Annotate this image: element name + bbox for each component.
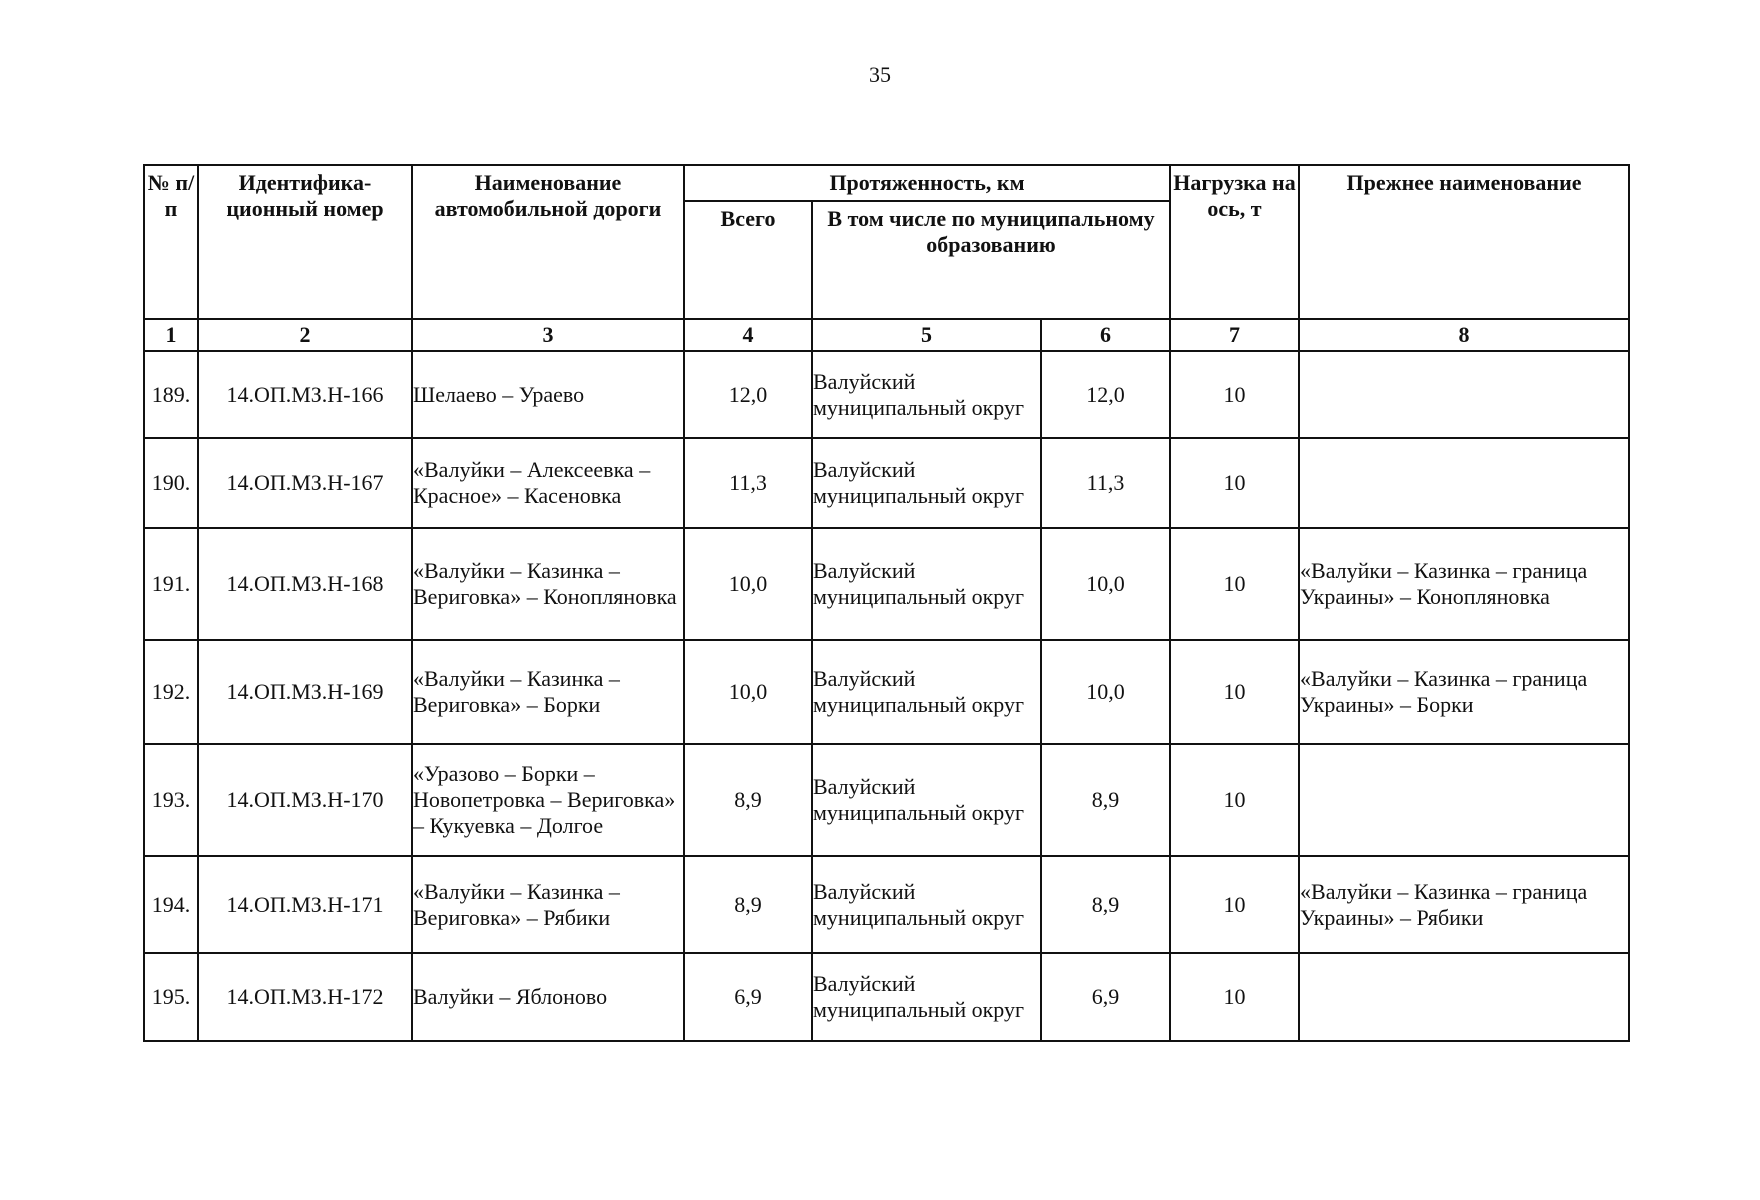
header-municipal: В том числе по муниципальному образованию <box>812 201 1170 319</box>
row-number: 190. <box>144 438 198 528</box>
previous-name: «Валуйки – Казинка – граница Украины» – Борки <box>1299 640 1629 744</box>
length-total: 8,9 <box>684 856 812 953</box>
column-number: 4 <box>684 319 812 351</box>
row-number: 193. <box>144 744 198 856</box>
previous-name <box>1299 744 1629 856</box>
road-id: 14.ОП.МЗ.Н-166 <box>198 351 412 438</box>
previous-name: «Валуйки – Казинка – граница Украины» – Конопляновка <box>1299 528 1629 640</box>
header-previous: Прежнее наименование <box>1299 165 1629 319</box>
municipality: Валуйский муниципальный округ <box>812 744 1041 856</box>
municipality: Валуйский муниципальный округ <box>812 351 1041 438</box>
length-total: 6,9 <box>684 953 812 1041</box>
municipal-length: 10,0 <box>1041 640 1170 744</box>
municipality: Валуйский муниципальный округ <box>812 953 1041 1041</box>
axle-load: 10 <box>1170 953 1299 1041</box>
column-number: 1 <box>144 319 198 351</box>
previous-name <box>1299 438 1629 528</box>
municipality: Валуйский муниципальный округ <box>812 438 1041 528</box>
column-number: 7 <box>1170 319 1299 351</box>
axle-load: 10 <box>1170 438 1299 528</box>
table-row <box>144 640 1629 744</box>
road-id: 14.ОП.МЗ.Н-169 <box>198 640 412 744</box>
table-row <box>144 528 1629 640</box>
column-number: 2 <box>198 319 412 351</box>
municipality: Валуйский муниципальный округ <box>812 640 1041 744</box>
header-total: Всего <box>684 201 812 319</box>
axle-load: 10 <box>1170 528 1299 640</box>
row-number: 192. <box>144 640 198 744</box>
municipal-length: 8,9 <box>1041 856 1170 953</box>
axle-load: 10 <box>1170 856 1299 953</box>
column-number: 8 <box>1299 319 1629 351</box>
table-row <box>144 856 1629 953</box>
length-total: 10,0 <box>684 528 812 640</box>
road-id: 14.ОП.МЗ.Н-172 <box>198 953 412 1041</box>
column-number: 3 <box>412 319 684 351</box>
municipal-length: 12,0 <box>1041 351 1170 438</box>
axle-load: 10 <box>1170 744 1299 856</box>
row-number: 194. <box>144 856 198 953</box>
road-name: «Валуйки – Казинка – Вериговка» – Борки <box>412 640 684 744</box>
road-name: «Валуйки – Казинка – Вериговка» – Конопляновка <box>412 528 684 640</box>
road-name: Шелаево – Ураево <box>412 351 684 438</box>
municipal-length: 11,3 <box>1041 438 1170 528</box>
header-row-1 <box>144 165 1629 201</box>
row-number: 191. <box>144 528 198 640</box>
roads-table <box>143 164 1630 1042</box>
header-length: Протяженность, км <box>684 165 1170 201</box>
row-number: 189. <box>144 351 198 438</box>
header-name: Наименование автомобильной дороги <box>412 165 684 319</box>
column-numbers-row <box>144 319 1629 351</box>
municipal-length: 10,0 <box>1041 528 1170 640</box>
table-row <box>144 351 1629 438</box>
municipal-length: 8,9 <box>1041 744 1170 856</box>
length-total: 11,3 <box>684 438 812 528</box>
axle-load: 10 <box>1170 640 1299 744</box>
road-name: «Уразово – Борки – Новопетровка – Вериговка» – Кукуевка – Долгое <box>412 744 684 856</box>
road-name: Валуйки – Яблоново <box>412 953 684 1041</box>
column-number: 6 <box>1041 319 1170 351</box>
length-total: 8,9 <box>684 744 812 856</box>
road-id: 14.ОП.МЗ.Н-168 <box>198 528 412 640</box>
municipality: Валуйский муниципальный округ <box>812 856 1041 953</box>
table-row <box>144 438 1629 528</box>
road-name: «Валуйки – Алексеевка – Красное» – Касеновка <box>412 438 684 528</box>
municipal-length: 6,9 <box>1041 953 1170 1041</box>
table-row <box>144 953 1629 1041</box>
table-row <box>144 744 1629 856</box>
length-total: 12,0 <box>684 351 812 438</box>
road-id: 14.ОП.МЗ.Н-167 <box>198 438 412 528</box>
axle-load: 10 <box>1170 351 1299 438</box>
road-id: 14.ОП.МЗ.Н-171 <box>198 856 412 953</box>
page-number: 35 <box>869 62 891 87</box>
header-load: Нагрузка на ось, т <box>1170 165 1299 319</box>
row-number: 195. <box>144 953 198 1041</box>
municipality: Валуйский муниципальный округ <box>812 528 1041 640</box>
header-num: № п/п <box>144 165 198 319</box>
previous-name <box>1299 953 1629 1041</box>
previous-name: «Валуйки – Казинка – граница Украины» – Рябики <box>1299 856 1629 953</box>
road-name: «Валуйки – Казинка – Вериговка» – Рябики <box>412 856 684 953</box>
length-total: 10,0 <box>684 640 812 744</box>
header-id: Идентифика-ционный номер <box>198 165 412 319</box>
column-number: 5 <box>812 319 1041 351</box>
road-id: 14.ОП.МЗ.Н-170 <box>198 744 412 856</box>
previous-name <box>1299 351 1629 438</box>
